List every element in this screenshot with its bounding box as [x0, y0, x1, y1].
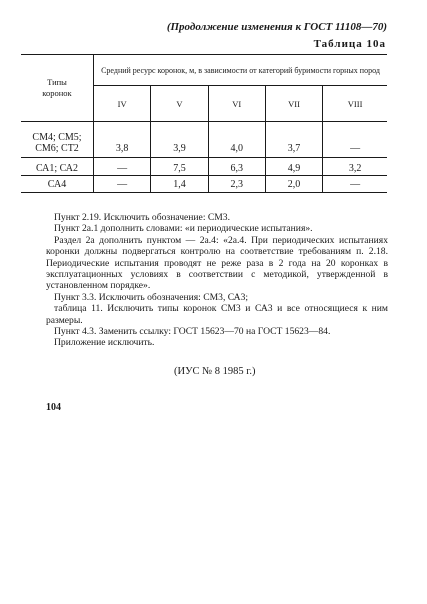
value-cell: 3,7: [265, 122, 322, 158]
value-cell: 3,2: [323, 158, 387, 176]
value-cell: 2,3: [208, 176, 265, 193]
table-row: [21, 122, 387, 158]
value-cell: 4,9: [265, 158, 322, 176]
value-cell: —: [323, 176, 387, 193]
paragraph: Раздел 2а дополнить пунктом — 2а.4: «2а.4. При периодических испытаниях коронки должны подвергаться контролю на соответствие требованиям п. 2.18. Периодические испытания проводят не реже раза в 2 года на 20 коронках в эксплуатационных условиях в соответствии с методикой, утвержденной в установленном порядке».: [46, 234, 388, 292]
value-cell: 7,5: [151, 158, 208, 176]
table-row: [21, 158, 387, 176]
category-header: V: [151, 86, 208, 122]
page-number: 104: [46, 402, 61, 413]
continuation-header: (Продолжение изменения к ГОСТ 11108—70): [166, 21, 387, 33]
category-header: IV: [94, 86, 151, 122]
value-cell: 4,0: [208, 122, 265, 158]
type-line: СА1; СА2: [35, 163, 79, 174]
group-header: Средний ресурс коронок, м, в зависимости от категорий буримости горных пород: [94, 55, 388, 86]
type-cell: [21, 158, 94, 176]
resource-table: [21, 54, 387, 193]
type-cell: [21, 122, 94, 158]
paragraph: таблица 11. Исключить типы коронок СМ3 и СА3 и все относящиеся к ним размеры.: [46, 303, 388, 326]
value-cell: 3,8: [94, 122, 151, 158]
category-header: VIII: [323, 86, 387, 122]
table-row: [21, 176, 387, 193]
paragraph: Пункт 2.19. Исключить обозначение: СМ3.: [54, 212, 231, 223]
paragraph: Пункт 3.3. Исключить обозначения: СМ3, СА3;: [54, 291, 249, 303]
type-header-line: коронок: [42, 88, 72, 98]
type-column-header: [21, 55, 94, 122]
value-cell: —: [94, 176, 151, 193]
value-cell: 3,9: [151, 122, 208, 158]
value-cell: 2,0: [265, 176, 322, 193]
category-header: VI: [208, 86, 265, 122]
type-header-line: Типы: [47, 77, 67, 87]
table-caption: Таблица 10a: [313, 38, 386, 50]
amendment-text: [46, 212, 388, 349]
type-line: СА4: [47, 178, 67, 190]
value-cell: —: [323, 122, 387, 158]
value-cell: 6,3: [208, 158, 265, 176]
paragraph: Приложение исключить.: [54, 337, 155, 349]
type-line: СМ4; СМ5;: [32, 132, 82, 143]
paragraph: Пункт 2а.1 дополнить словами: «и периодические испытания».: [54, 223, 313, 235]
value-cell: —: [94, 158, 151, 176]
ius-note: (ИУС № 8 1985 г.): [174, 366, 256, 377]
type-cell: [21, 176, 94, 193]
paragraph: Пункт 4.3. Заменить ссылку: ГОСТ 15623—70 на ГОСТ 15623—84.: [54, 326, 331, 338]
category-header: VII: [265, 86, 322, 122]
type-line: СМ6; СТ2: [35, 143, 79, 154]
value-cell: 1,4: [151, 176, 208, 193]
